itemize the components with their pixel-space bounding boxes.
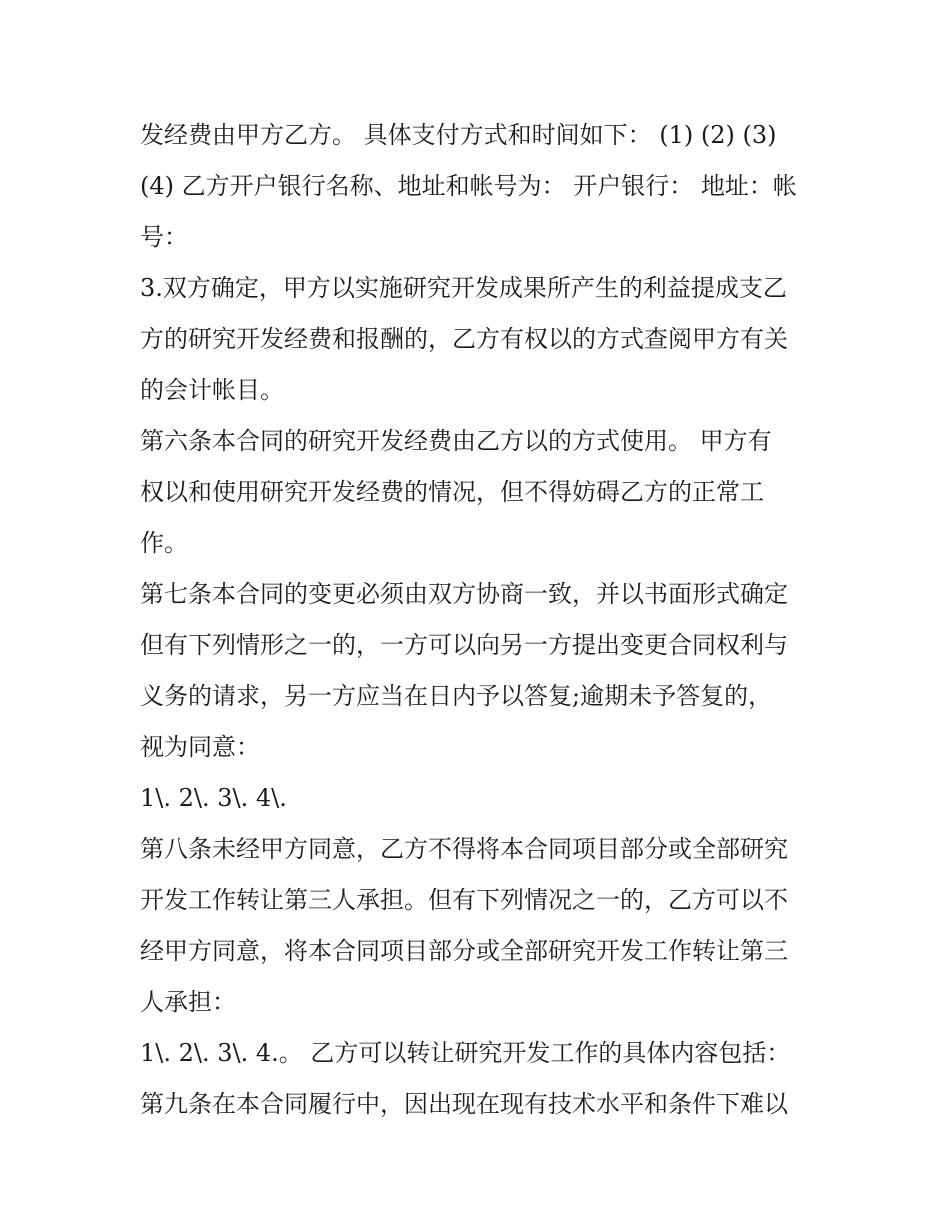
text-line: 发经费由甲方乙方。 具体支付方式和时间如下： (1) (2) (3) xyxy=(140,121,777,149)
text-line: 第七条本合同的变更必须由双方协商一致，并以书面形式确定 xyxy=(140,580,788,608)
text-line: 义务的请求，另一方应当在日内予以答复;逾期未予答复的， xyxy=(140,682,773,710)
text-line: 视为同意： xyxy=(140,733,260,761)
text-line: 经甲方同意，将本合同项目部分或全部研究开发工作转让第三 xyxy=(140,937,788,965)
document-body xyxy=(140,110,820,1130)
text-line: 的会计帐目。 xyxy=(140,376,284,404)
text-line: 方的研究开发经费和报酬的，乙方有权以的方式查阅甲方有关 xyxy=(140,325,788,353)
text-line: 作。 xyxy=(140,529,188,557)
text-line: 第九条在本合同履行中，因出现在现有技术水平和条件下难以 xyxy=(140,1090,788,1118)
text-line: 权以和使用研究开发经费的情况，但不得妨碍乙方的正常工 xyxy=(140,478,764,506)
text-line: 1\. 2\. 3\. 4\. xyxy=(140,784,287,812)
text-line: 但有下列情形之一的，一方可以向另一方提出变更合同权利与 xyxy=(140,631,788,659)
text-line: 第六条本合同的研究开发经费由乙方以的方式使用。 甲方有 xyxy=(140,427,772,455)
text-line: 3.双方确定，甲方以实施研究开发成果所产生的利益提成支乙 xyxy=(140,274,787,302)
text-line: 第八条未经甲方同意，乙方不得将本合同项目部分或全部研究 xyxy=(140,835,788,863)
text-line: 开发工作转让第三人承担。但有下列情况之一的，乙方可以不 xyxy=(140,886,788,914)
text-line: 人承担： xyxy=(140,988,236,1016)
text-line: 1\. 2\. 3\. 4.。 乙方可以转让研究开发工作的具体内容包括： xyxy=(140,1039,791,1067)
text-line: (4) 乙方开户银行名称、地址和帐号为： 开户银行： 地址：帐 xyxy=(140,172,797,200)
text-line: 号： xyxy=(140,223,188,251)
